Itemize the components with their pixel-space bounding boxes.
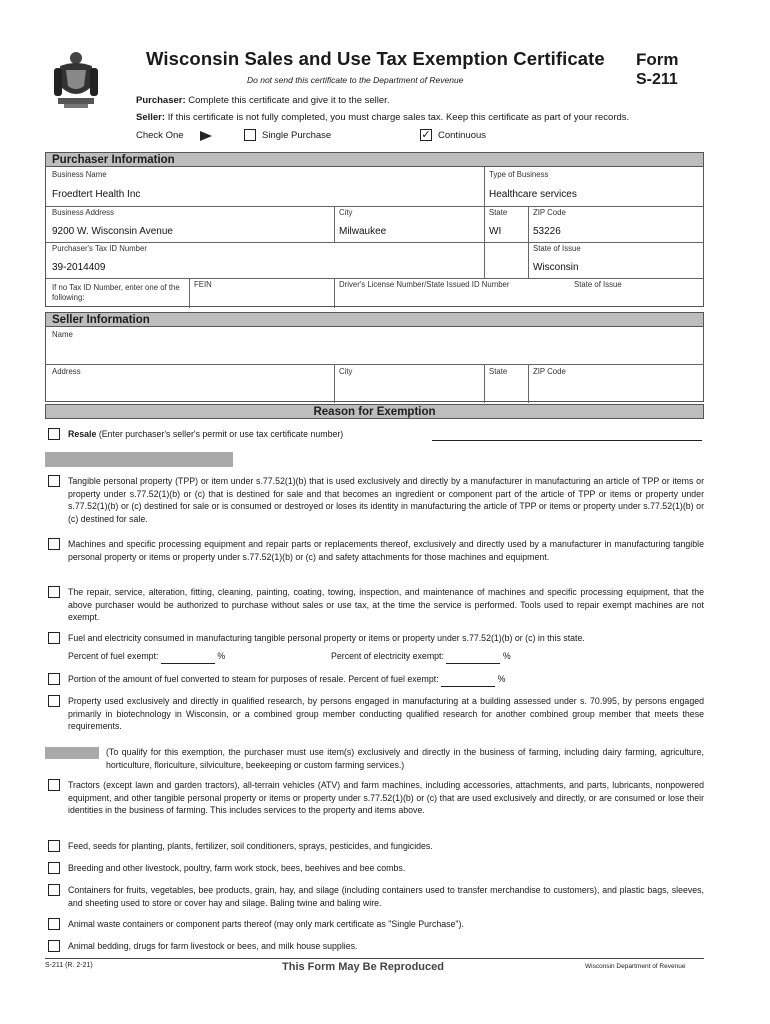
- form-label: Form: [636, 50, 679, 69]
- farm-feed-text: Feed, seeds for planting, plants, fertilizer, soil conditioners, sprays, pesticides, and fungicides.: [68, 841, 433, 851]
- reproduction-note: This Form May Be Reproduced: [282, 961, 444, 973]
- farm-note: (To qualify for this exemption, the purchaser must use item(s) exclusively and directly in the business of farming, including dairy farming, agriculture, horticulture, floriculture, silviculture, beekeeping or custom farming services.): [106, 747, 704, 770]
- electricity-percent-row: Percent of electricity exempt: %: [331, 650, 511, 664]
- farm-tractors-text: Tractors (except lawn and garden tractors), all-terrain vehicles (ATV) and farm machines, including accessories, attachments, and parts, lubricants, nonpowered equipment, and other tangible personal property or items or property under s.77.52(1)(b) or (c) that are used exclusively and directly, or are consumed or lose their identities in the business of farming. This includes services to the property and items above.: [68, 780, 704, 815]
- business-name-field[interactable]: Froedtert Health Inc: [52, 189, 141, 200]
- seller-instruction: Seller: If this certificate is not fully completed, you must charge sales tax. Keep this certificate as part of your records.: [136, 112, 630, 123]
- form-title: Wisconsin Sales and Use Tax Exemption Certificate: [146, 48, 605, 69]
- footer-divider: [45, 958, 704, 959]
- steam-checkbox[interactable]: [48, 673, 60, 685]
- fein-label: FEIN: [194, 280, 212, 289]
- department-name: Wisconsin Department of Revenue: [585, 963, 686, 970]
- farm-containers-text: Containers for fruits, vegetables, bee products, grain, hay, and silage (including containers used to transfer merchandise to customers), and plastic bags, sleeves, and sheeting used to store or cover hay and silage. Baling twine and baling wire.: [68, 885, 704, 908]
- farm-waste-checkbox[interactable]: [48, 918, 60, 930]
- farm-feed-checkbox[interactable]: [48, 840, 60, 852]
- business-address-label: Business Address: [52, 208, 114, 217]
- state-of-issue-field[interactable]: Wisconsin: [533, 262, 579, 273]
- city-field[interactable]: Milwaukee: [339, 226, 387, 237]
- continuous-option[interactable]: ✓ Continuous: [421, 128, 487, 141]
- resale-number-line[interactable]: [432, 440, 702, 441]
- mfg-tpp-text: Tangible personal property (TPP) or item under s.77.52(1)(b) that is used exclusively and directly by a manufacturer in manufacturing an article of TPP or items or property under s.77.52(1)(b) or (c) that is destined for sale and that becomes an ingredient or component part of the article of TPP or items or property under s.77.52(1)(b) or (c) destined for sale or is consumed or destroyed or loses its identity in manufacturing the article of TPP or items or property under s.77.52(1)(b) or (c) destined for sale.: [68, 476, 704, 524]
- resale-option: Resale (Enter purchaser's seller's permit or use tax certificate number): [68, 429, 344, 439]
- farm-bedding-checkbox[interactable]: [48, 940, 60, 952]
- zip-field[interactable]: 53226: [533, 226, 561, 237]
- fuel-checkbox[interactable]: [48, 632, 60, 644]
- dl-state-of-issue-label: State of Issue: [574, 280, 622, 289]
- type-of-business-label: Type of Business: [489, 170, 549, 179]
- seller-zip-label: ZIP Code: [533, 367, 566, 376]
- arrow-right-icon: [200, 131, 212, 141]
- seller-name-label: Name: [52, 330, 73, 339]
- farm-livestock-text: Breeding and other livestock, poultry, farm work stock, bees, beehives and bee combs.: [68, 863, 406, 873]
- form-subtitle: Do not send this certificate to the Department of Revenue: [247, 75, 464, 85]
- form-number: S-211: [636, 71, 678, 88]
- farm-containers-checkbox[interactable]: [48, 884, 60, 896]
- continuous-checkbox[interactable]: ✓: [421, 128, 431, 141]
- single-purchase-option[interactable]: Single Purchase: [244, 129, 331, 141]
- no-tax-id-label: If no Tax ID Number, enter one of the following:: [52, 283, 180, 302]
- fuel-percent-row: Percent of fuel exempt: %: [68, 650, 225, 664]
- city-label: City: [339, 208, 353, 217]
- farm-waste-text: Animal waste containers or component parts thereof (may only mark certificate as "Single Purchase").: [68, 919, 464, 929]
- form-revision: S-211 (R. 2-21): [45, 962, 93, 969]
- manufacturing-redacted-heading: [45, 452, 233, 467]
- seller-section-title: Seller Information: [45, 312, 704, 327]
- state-label: State: [489, 208, 508, 217]
- research-text: Property used exclusively and directly in qualified research, by persons engaged in manufacturing at a building assessed under s. 70.995, by persons engaged primarily in biotechnology in Wisconsin, or a combined group member conducting qualified research for another combined group member that meets these requirements.: [68, 696, 704, 731]
- seller-address-label: Address: [52, 367, 81, 376]
- mfg-machines-checkbox[interactable]: [48, 538, 60, 550]
- business-name-label: Business Name: [52, 170, 107, 179]
- drivers-license-label: Driver's License Number/State Issued ID Number: [339, 280, 510, 289]
- mfg-repair-text: The repair, service, alteration, fitting, cleaning, painting, coating, towing, inspection, and maintenance of machines and specific processing equipment, that the above purchaser would be authorized to purchase without sales or use tax, at the time the service is performed. Tools used to repair exempt machines are not exempt.: [68, 587, 704, 622]
- type-of-business-field[interactable]: Healthcare services: [489, 189, 577, 200]
- farm-tractors-checkbox[interactable]: [48, 779, 60, 791]
- farm-livestock-checkbox[interactable]: [48, 862, 60, 874]
- research-checkbox[interactable]: [48, 695, 60, 707]
- purchaser-section-title: Purchaser Information: [45, 152, 704, 167]
- mfg-tpp-checkbox[interactable]: [48, 475, 60, 487]
- business-address-field[interactable]: 9200 W. Wisconsin Avenue: [52, 226, 173, 237]
- seller-state-label: State: [489, 367, 508, 376]
- state-field[interactable]: WI: [489, 226, 502, 237]
- tax-id-field[interactable]: 39-2014409: [52, 262, 106, 273]
- purchaser-instruction: Purchaser: Complete this certificate and give it to the seller.: [136, 95, 390, 106]
- fuel-text: Fuel and electricity consumed in manufacturing tangible personal property or items or property under s.77.52(1)(b) or (c) in this state.: [68, 633, 585, 643]
- single-purchase-checkbox[interactable]: [244, 129, 256, 141]
- resale-checkbox[interactable]: [48, 428, 60, 440]
- steam-percent-field[interactable]: [441, 673, 495, 687]
- check-one-label: Check One: [136, 130, 212, 141]
- seller-city-label: City: [339, 367, 353, 376]
- electricity-percent-field[interactable]: [446, 650, 500, 664]
- fuel-percent-field[interactable]: [161, 650, 215, 664]
- mfg-machines-text: Machines and specific processing equipment and repair parts or replacements thereof, exclusively and directly used by a manufacturer in manufacturing tangible personal property or items or property under s.77.52(1)(b) or (c) and safety attachments for those machines and equipment.: [68, 539, 704, 562]
- farm-bedding-text: Animal bedding, drugs for farm livestock or bees, and milk house supplies.: [68, 941, 358, 951]
- seller-section: [45, 312, 704, 402]
- mfg-repair-checkbox[interactable]: [48, 586, 60, 598]
- zip-label: ZIP Code: [533, 208, 566, 217]
- farming-redacted-heading: [45, 747, 99, 759]
- steam-text: Portion of the amount of fuel converted to steam for purposes of resale. Percent of fuel exempt: %: [68, 673, 505, 687]
- wisconsin-state-seal-icon: [50, 48, 102, 110]
- purchaser-section: [45, 152, 704, 307]
- tax-id-label: Purchaser's Tax ID Number: [52, 244, 147, 253]
- state-of-issue-label: State of Issue: [533, 244, 581, 253]
- reason-section-title: Reason for Exemption: [45, 404, 704, 419]
